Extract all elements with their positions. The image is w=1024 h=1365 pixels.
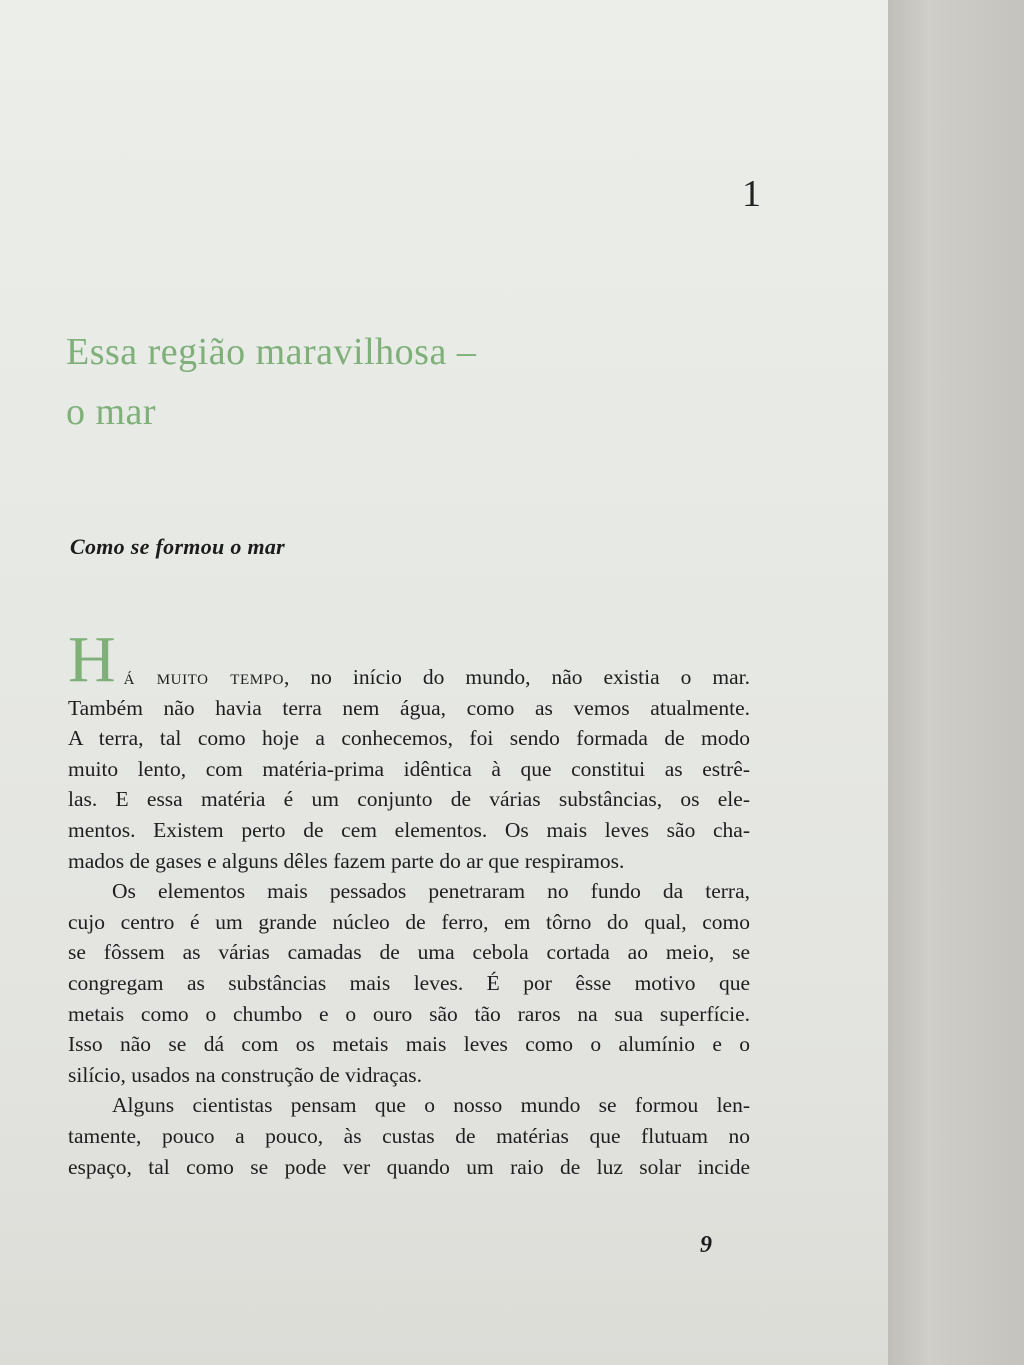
text-line: mentos. Existem perto de cem elementos. Os mais leves são cha- [68, 817, 750, 842]
text-line: tamente, pouco a pouco, às custas de matérias que flutuam no [68, 1123, 750, 1148]
chapter-number: 1 [742, 173, 761, 215]
page-number: 9 [700, 1232, 712, 1258]
text-line: congregam as substâncias mais leves. É por êsse motivo que [68, 970, 750, 995]
text-line: silício, usados na construção de vidraças. [68, 1062, 423, 1087]
text-line-rest: , no início do mundo, não existia o mar. [284, 665, 750, 689]
body-text [68, 623, 750, 1182]
text-line: metais como o chumbo e o ouro são tão raros na sua superfície. [68, 1001, 750, 1026]
text-line: muito lento, com matéria-prima idêntica à que constitui as estrê- [68, 756, 750, 781]
text-line: se fôssem as várias camadas de uma cebola cortada ao meio, se [68, 940, 750, 965]
text-line: Alguns cientistas pensam que o nosso mundo se formou len- [112, 1093, 750, 1118]
text-line: mados de gases e alguns dêles fazem parte do ar que respiramos. [68, 848, 625, 873]
paragraph [68, 1090, 750, 1182]
chapter-title-line1: Essa região maravilhosa – [66, 331, 477, 373]
drop-cap: H [68, 623, 116, 696]
text-line: Isso não se dá com os metais mais leves como o alumínio e o [68, 1032, 750, 1057]
section-title: Como se formou o mar [70, 534, 286, 559]
text-line: Os elementos mais pessados penetraram no fundo da terra, [112, 879, 750, 904]
text-line: cujo centro é um grande núcleo de ferro, em tôrno do qual, como [68, 909, 750, 934]
paragraph [68, 876, 750, 1090]
page-edge [888, 0, 1024, 1365]
text-line: Também não havia terra nem água, como as vemos atualmente. [68, 695, 750, 720]
chapter-title [66, 322, 686, 442]
lead-smallcaps: á muito tempo [123, 665, 285, 689]
chapter-title-line2: o mar [66, 391, 157, 433]
text-line: espaço, tal como se pode ver quando um raio de luz solar incide [68, 1154, 750, 1179]
paragraph [68, 623, 750, 876]
text-line [68, 623, 750, 696]
text-line: las. E essa matéria é um conjunto de várias substâncias, os ele- [68, 787, 750, 812]
text-line: A terra, tal como hoje a conhecemos, foi sendo formada de modo [68, 726, 750, 751]
